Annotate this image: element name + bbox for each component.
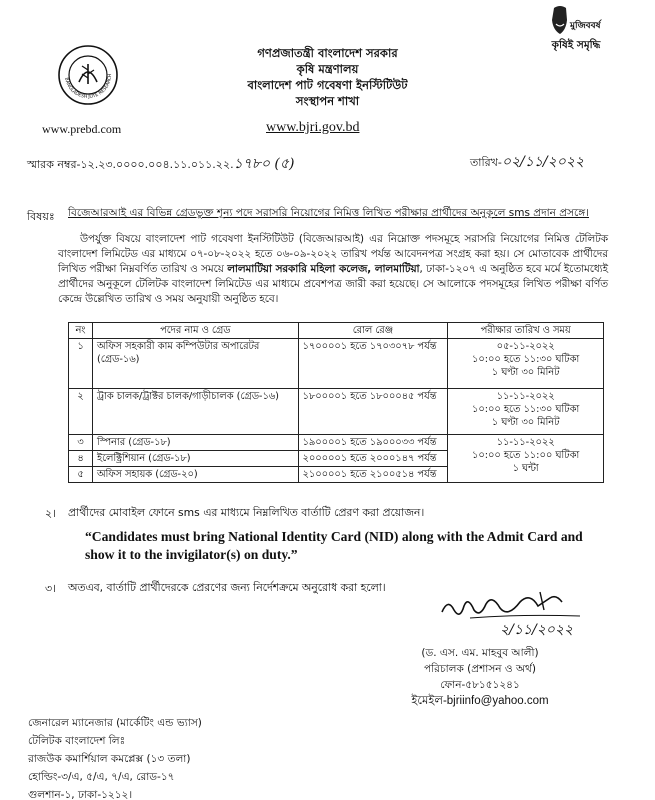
cell-schedule: [448, 339, 604, 389]
cell-roll: ২০০০০০১ হতে ২০০০১৪৭ পর্যন্ত: [298, 451, 448, 467]
paragraph-1-venue: লালমাটিয়া সরকারি মহিলা কলেজ, লালমাটিয়া: [227, 263, 420, 275]
ministry-title: কৃষি মন্ত্রণালয়: [296, 62, 359, 76]
header-roll: রোল রেঞ্জ: [298, 323, 448, 339]
schedule-duration: ১ ঘন্টা: [512, 463, 539, 474]
subject-label: বিষয়ঃ: [27, 210, 55, 223]
paragraph-1: [58, 232, 608, 307]
recipient-line: হোল্ডিং-৩/এ, ৫/এ, ৭/এ, রোড-১৭: [28, 771, 175, 783]
sms-message-quote: “Candidates must bring National Identity Card (NID) along with the Admit Card and show it to the invigilator(s) on duty.”: [85, 529, 583, 562]
paragraph-2-text: প্রার্থীদের মোবাইল ফোনে sms এর মাধ্যমে নিম্নলিখিত বার্তাটি প্রেরণ করা প্রয়োজন।: [68, 506, 425, 519]
schedule-duration: ১ ঘণ্টা ৩০ মিনিট: [491, 367, 560, 378]
cell-no: ৩: [69, 435, 93, 451]
schedule-date: ১১-১১-২০২২: [496, 391, 555, 402]
recipient-address: [28, 714, 202, 800]
emblem-text: মুজিববর্ষ: [570, 21, 601, 31]
mujib-borsho-emblem-icon: [540, 4, 612, 36]
signature-date: ২/১১/২০২২: [500, 622, 574, 638]
memo-date-label: তারিখ-: [470, 156, 502, 169]
schedule-date: ০৫-১১-২০২২: [496, 341, 555, 352]
cell-post: স্পিনার (গ্রেড-১৮): [92, 435, 298, 451]
signatory-name: (ড. এস. এম. মাহবুব আলী): [421, 647, 539, 659]
logo-text: BANGLADESH JUTE RESEARCH: [63, 73, 114, 101]
recipient-line: টেলিটক বাংলাদেশ লিঃ: [28, 735, 126, 747]
cell-post: ইলেক্ট্রিশিয়ান (গ্রেড-১৮): [92, 451, 298, 467]
table-row: [69, 339, 604, 389]
memo-date: [470, 150, 584, 174]
institute-title: বাংলাদেশ পাট গবেষণা ইনস্টিটিউট: [247, 78, 408, 92]
cell-roll: ১৮০০০০১ হতে ১৮০০০৪৫ পর্যন্ত: [298, 389, 448, 435]
paragraph-2-number: ২।: [45, 507, 57, 520]
schedule-duration: ১ ঘণ্টা ৩০ মিনিট: [491, 417, 560, 428]
cell-schedule: [448, 435, 604, 483]
header-post: পদের নাম ও গ্রেড: [92, 323, 298, 339]
schedule-date: ১১-১১-২০২২: [496, 437, 555, 448]
signatory-phone: ফোন-৫৮১৫১২৪১: [440, 679, 520, 691]
header-no: নং: [69, 323, 93, 339]
bjri-logo-icon: [57, 44, 119, 106]
paragraph-3-number: ৩।: [45, 582, 57, 595]
exam-schedule-table: [68, 322, 604, 483]
cell-no: ৪: [69, 451, 93, 467]
memo-reference-label: স্মারক নম্বর-১২.২৩.০০০০.০০৪.১১.০১১.২২.: [27, 158, 234, 171]
schedule-time: ১০:০০ হতে ১১:৩০ ঘটিকা: [472, 404, 580, 415]
table-row: [69, 435, 604, 451]
memo-reference: [27, 152, 294, 176]
website-center: www.bjri.gov.bd: [266, 120, 360, 135]
recipient-line: গুলশান-১, ঢাকা-১২১২।: [28, 789, 133, 800]
paragraph-1-after: , ঢাকা-১২০৭ এ অনুষ্ঠিত হবে মর্মে ইতোমধ্যেই প্রার্থীদের অনুকূলে টেলিটক বাংলাদেশ লিমিটেড এর মাধ্যমে প্রবেশপত্র জারী করা হয়েছে। সে আলোকে পদসমূহের লিখিত পরীক্ষা বর্ণিত কেন্দ্রে উল্লেখিত তারিখ ও সময় অনুযায়ী অনুষ্ঠিত হবে।: [58, 263, 609, 305]
paragraph-3-text: অতএব, বার্তাটি প্রার্থীদেরকে প্রেরণের জন্য নির্দেশক্রমে অনুরোধ করা হলো।: [68, 581, 386, 594]
paragraph-1-before: উপর্যুক্ত বিষয়ে বাংলাদেশ পাট গবেষণা ইনস্টিটিউট (বিজেআরআই) এর নিম্নোক্ত পদসমূহে সরাসরি নিয়োগের নিমিত্ত টেলিটক বাংলাদেশ লিমিটেড এর মাধ্যমে ০৭-০৮-২০২২ হতে ০৬-০৯-২০২২ তারিখ পর্যন্ত আবেদনপত্র সংগ্রহ করা হয়। সে মোতাবেক প্রার্থীদের লিখিত পরীক্ষা নিম্নবর্ণিত তারিখ ও সময়ে: [58, 233, 608, 275]
cell-no: ২: [69, 389, 93, 435]
cell-roll: ১৯০০০০১ হতে ১৯০০০৩৩ পর্যন্ত: [298, 435, 448, 451]
cell-no: ৫: [69, 467, 93, 483]
cell-post: ট্রাক চালক/ট্রাক্টর চালক/গাড়ীচালক (গ্রেড-১৬): [92, 389, 298, 435]
signatory-designation: পরিচালক (প্রশাসন ও অর্থ): [424, 663, 536, 675]
cell-roll: ১৭০০০০১ হতে ১৭০৩০৭৮ পর্যন্ত: [298, 339, 448, 389]
subject-text: বিজেআরআই এর বিভিন্ন গ্রেডভুক্ত শূন্য পদে সরাসরি নিয়োগের নিমিত্ত লিখিত পরীক্ষার প্রার্থীদের অনুকূলে sms প্রদান প্রসঙ্গে।: [68, 207, 589, 219]
header-schedule: পরীক্ষার তারিখ ও সময়: [448, 323, 604, 339]
cell-roll: ২১০০০০১ হতে ২১০০৫১৪ পর্যন্ত: [298, 467, 448, 483]
cell-schedule: [448, 389, 604, 435]
svg-text:BANGLADESH JUTE RESEARCH INSTI: [57, 44, 113, 100]
schedule-time: ১০:০০ হতে ১১:০০ ঘটিকা: [472, 450, 580, 461]
memo-reference-handwritten: ১৭৮০ (৫): [233, 156, 295, 172]
krishi-caption: কৃষিই সমৃদ্ধি: [551, 39, 601, 51]
recipient-line: জেনারেল ম্যানেজার (মার্কেটিং এন্ড ভ্যাস): [28, 717, 202, 729]
table-header-row: [69, 323, 604, 339]
schedule-time: ১০:০০ হতে ১১:৩০ ঘটিকা: [472, 354, 580, 365]
cell-no: ১: [69, 339, 93, 389]
memo-date-handwritten: ০২/১১/২০২২: [501, 154, 585, 170]
table-row: [69, 389, 604, 435]
section-title: সংস্থাপন শাখা: [295, 94, 360, 108]
signatory-email: ইমেইল-bjriinfo@yahoo.com: [411, 695, 549, 707]
cell-post: অফিস সহকারী কাম কম্পিউটার অপারেটর (গ্রেড-১৬): [92, 339, 298, 389]
website-left: www.prebd.com: [42, 122, 122, 136]
govt-title: গণপ্রজাতন্ত্রী বাংলাদেশ সরকার: [257, 46, 398, 60]
recipient-line: রাজউক কমার্শিয়াল কমপ্লেক্স (১৩ তলা): [28, 753, 191, 765]
cell-post: অফিস সহায়ক (গ্রেড-২০): [92, 467, 298, 483]
signatory-block: [360, 645, 600, 709]
